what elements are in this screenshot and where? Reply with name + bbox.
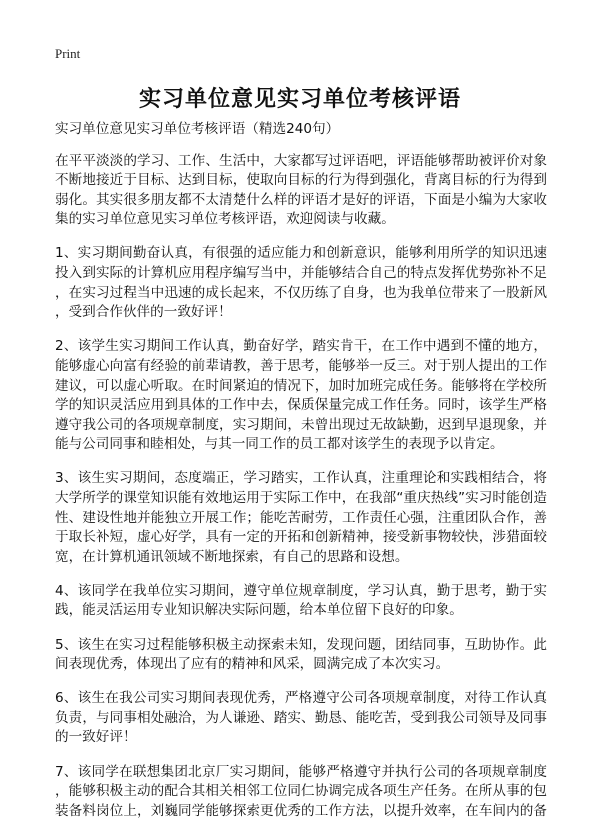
text-line: 践，能灵活运用专业知识解决实际问题，给本单位留下良好的印象。 xyxy=(55,602,463,619)
comment-paragraph-5 xyxy=(55,636,547,675)
text-line: 装备料岗位上，刘巍同学能够探索更优秀的工作方法，以提升效率，在车间内的备 xyxy=(55,802,547,819)
subtitle: 实习单位意见实习单位考核评语（精选240句） xyxy=(55,121,340,137)
comment-paragraph-6 xyxy=(55,689,547,748)
text-line: 能与公司同事和睦相处，与其一同工作的员工都对该学生的表现予以肯定。 xyxy=(55,436,504,453)
text-line: 建议，可以虚心听取。在时间紧迫的情况下，加时加班完成任务。能够将在学校所 xyxy=(55,377,547,394)
text-line: 的一致好评！ xyxy=(55,729,137,746)
text-line: 性、建设性地并能独立开展工作；能吃苦耐劳，工作责任心强，注重团队合作，善 xyxy=(55,509,547,526)
text-line: 1、实习期间勤奋认真，有很强的适应能力和创新意识，能够利用所学的知识迅速 xyxy=(55,245,547,262)
text-line: 6、该生在我公司实习期间表现优秀，严格遵守公司各项规章制度，对待工作认真 xyxy=(55,690,547,707)
text-line: 学的知识灵活应用到具体的工作中去，保质保量完成工作任务。同时，该学生严格 xyxy=(55,397,547,414)
text-line: 负责，与同事相处融洽，为人谦逊、踏实、勤恳、能吃苦，受到我公司领导及同事 xyxy=(55,709,547,726)
text-line: 能够虚心向富有经验的前辈请教，善于思考，能够举一反三。对于别人提出的工作 xyxy=(55,357,547,374)
text-line: 遵守我公司的各项规章制度，实习期间，未曾出现过无故缺勤，迟到早退现象，并 xyxy=(55,416,547,433)
comment-paragraph-3 xyxy=(55,469,547,567)
comment-paragraph-7 xyxy=(55,763,547,822)
text-line: 4、该同学在我单位实习期间，遵守单位规章制度，学习认真，勤于思考，勤于实 xyxy=(55,582,547,599)
text-line: 宽，在计算机通讯领域不断地探索，有自己的思路和设想。 xyxy=(55,548,409,565)
document-body xyxy=(55,120,547,836)
paragraph-list xyxy=(55,152,547,822)
intro-paragraph xyxy=(55,152,547,230)
text-line: ，能够积极主动的配合其相关相邻工位同仁协调完成各项生产任务。在所从事的包 xyxy=(55,783,547,800)
text-line: 弱化。其实很多朋友都不太清楚什么样的评语才是好的评语，下面是小编为大家收 xyxy=(55,191,547,208)
text-line: 集的实习单位意见实习单位考核评语，欢迎阅读与收藏。 xyxy=(55,211,395,228)
text-line: 投入到实际的计算机应用程序编写当中，并能够结合自己的特点发挥优势弥补不足 xyxy=(55,265,547,282)
text-line: 3、该生实习期间，态度端正，学习踏实，工作认真，注重理论和实践相结合，将 xyxy=(55,470,547,487)
text-line: 2、该学生实习期间工作认真，勤奋好学，踏实肯干，在工作中遇到不懂的地方， xyxy=(55,338,547,355)
text-line: 于取长补短，虚心好学，具有一定的开拓和创新精神，接受新事物较快，涉猎面较 xyxy=(55,529,547,546)
text-line: ，受到合作伙伴的一致好评！ xyxy=(55,304,232,321)
print-link[interactable]: Print xyxy=(55,46,81,61)
text-line: 大学所学的课堂知识能有效地运用于实际工作中，在我部“重庆热线”实习时能创造 xyxy=(55,490,547,506)
text-line: 7、该同学在联想集团北京厂实习期间，能够严格遵守并执行公司的各项规章制度 xyxy=(55,763,547,780)
comment-paragraph-1 xyxy=(55,244,547,322)
text-line: 间表现优秀，体现出了应有的精神和风采，圆满完成了本次实习。 xyxy=(55,656,450,673)
comment-paragraph-2 xyxy=(55,337,547,455)
comment-paragraph-4 xyxy=(55,582,547,621)
page-title: 实习单位意见实习单位考核评语 xyxy=(138,87,461,112)
text-line: ，在实习过程当中迅速的成长起来，不仅历练了自身，也为我单位带来了一股新风 xyxy=(55,284,547,301)
text-line: 5、该生在实习过程能够积极主动探索未知，发现问题，团结同事，互助协作。此 xyxy=(55,636,547,653)
text-line: 不断地接近于目标、达到目标，使取向目标的行为得到强化，背离目标的行为得到 xyxy=(55,172,547,189)
text-line: 在平平淡淡的学习、工作、生活中，大家都写过评语吧，评语能够帮助被评价对象 xyxy=(55,152,547,169)
